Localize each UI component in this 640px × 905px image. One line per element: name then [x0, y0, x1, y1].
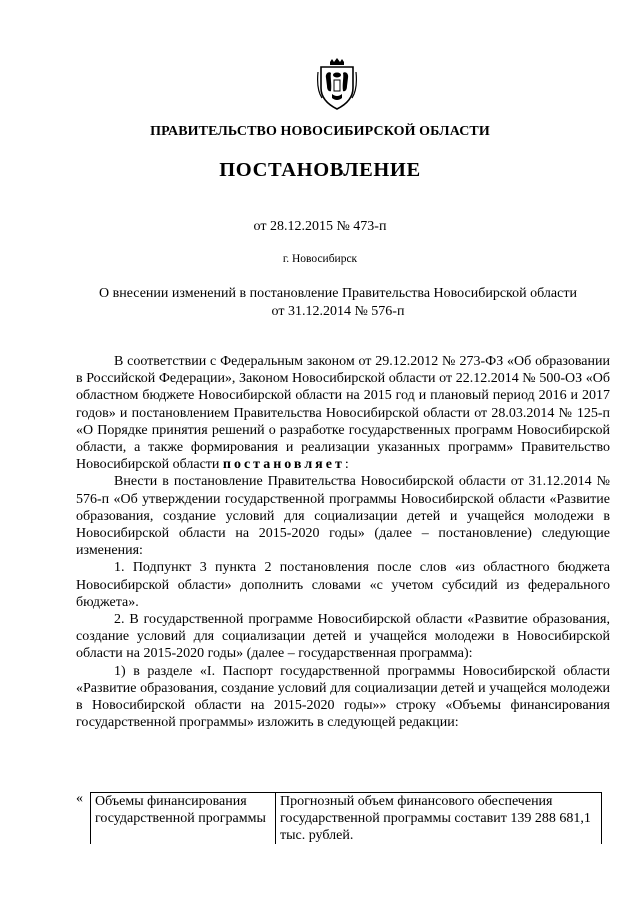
organization-name: ПРАВИТЕЛЬСТВО НОВОСИБИРСКОЙ ОБЛАСТИ [150, 124, 490, 139]
table-cell-label: Объемы финансирования государственной программы [91, 793, 276, 845]
opening-quote: « [76, 791, 83, 806]
preamble-colon: : [344, 457, 349, 473]
document-date-number: от 28.12.2015 № 473-п [253, 219, 387, 234]
document-title: ПОСТАНОВЛЕНИЕ [219, 159, 421, 181]
resolves-keyword: постановляет [222, 457, 345, 473]
subject-line-2: от 31.12.2014 № 576-п [271, 304, 405, 319]
paragraph-item-1: 1. Подпункт 3 пункта 2 постановления после слов «из областного бюджета Новосибирской области» дополнить словами «с учетом субсидий из федерального бюджета». [76, 560, 610, 610]
paragraph-item-2: 2. В государственной программе Новосибирской области «Развитие образования, создание условий для социализации детей и учащейся молодежи в Новосибирской области на 2015-2020 годы» (далее – государственная программа): [76, 612, 610, 662]
document-city: г. Новосибирск [282, 253, 358, 265]
subject-line-1: О внесении изменений в постановление Правительства Новосибирской области [99, 286, 577, 301]
paragraph-subitem-1: 1) в разделе «I. Паспорт государственной программы Новосибирской области «Развитие образования, создание условий для социализации детей и учащейся молодежи в Новосибирской области на 2015-2020 годы»» строку «Объемы финансирования государственной программы» изложить в следующей редакции: [76, 663, 610, 731]
preamble-text: В соответствии с Федеральным законом от 29.12.2012 № 273-ФЗ «Об образовании в Российской Федерации», Законом Новосибирской области от 22.12.2014 № 500-ОЗ «Об областном бюджете Новосибирской области на 2015 год и плановый период 2016 и 2017 годов» и постановлением Правительства Новосибирской области от 28.03.2014 № 125-п «О Порядке принятия решений о разработке государственных программ Новосибирской области, а также формирования и реализации указанных программ» Правительство Новосибирской области [76, 354, 610, 473]
table-row [91, 793, 602, 845]
table-cell-value: Прогнозный объем финансового обеспечения государственной программы составит 139 288 681,1 тыс. рублей. [276, 793, 602, 845]
paragraph-amend: Внести в постановление Правительства Новосибирской области от 31.12.2014 № 576-п «Об утверждении государственной программы Новосибирской области «Развитие образования, создание условий для социализации детей и учащейся молодежи в Новосибирской области на 2015-2020 годы» (далее – постановление) следующие изменения: [76, 474, 610, 559]
coat-of-arms-icon [316, 58, 358, 110]
document-body [76, 353, 610, 731]
paragraph-preamble [76, 353, 610, 473]
document-subject [60, 285, 616, 321]
financing-table [90, 792, 602, 844]
